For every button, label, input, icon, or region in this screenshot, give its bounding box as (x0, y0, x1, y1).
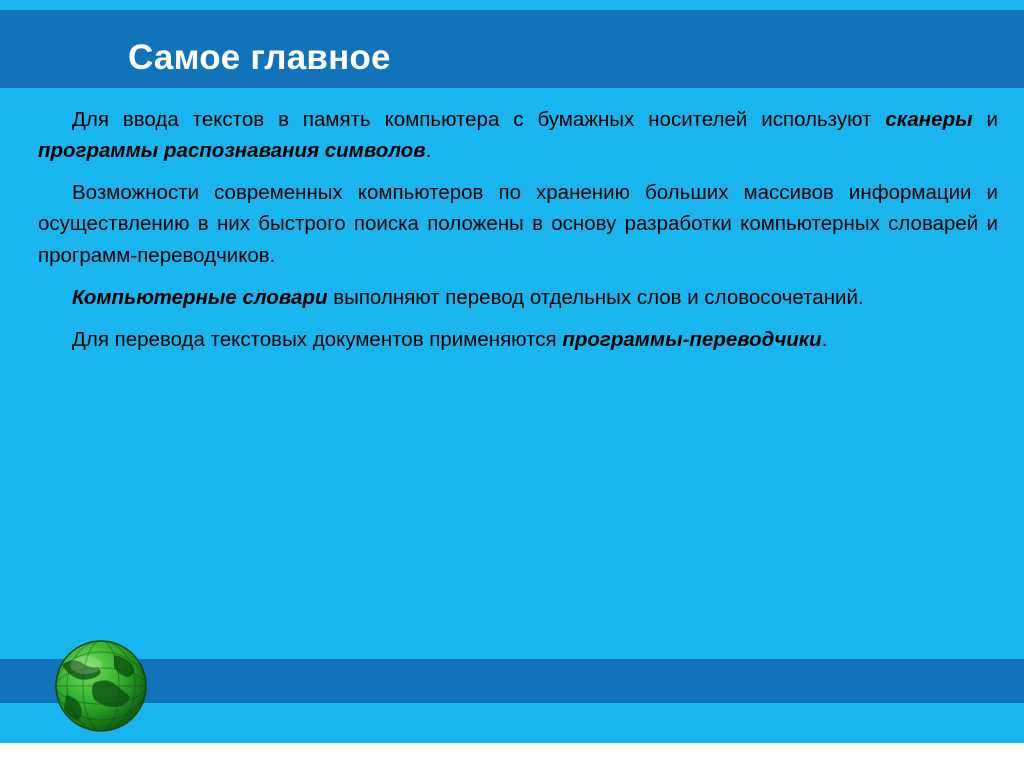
run-text: Возможности современных компьютеров по хранению больших массивов информации и осуществлению в них быстрого поиска положены в основу разработки компьютерных словарей и программ-переводчиков. (38, 181, 998, 267)
paragraph-1 (38, 104, 998, 166)
run-emphasis: сканеры (885, 108, 973, 131)
slide-content (38, 104, 998, 366)
bottom-white-strip (0, 743, 1024, 767)
run-text: выполняют перевод отдельных слов и словосочетаний. (327, 285, 864, 309)
run-text: и (972, 108, 998, 131)
slide-title: Самое главное (128, 38, 391, 77)
paragraph-3 (38, 282, 998, 313)
bottom-band (0, 659, 1024, 703)
run-emphasis: Компьютерные словари (72, 285, 328, 309)
run-text: . (821, 327, 828, 351)
title-bar (0, 10, 1024, 88)
run-text: . (425, 139, 432, 163)
run-text: Для перевода текстовых документов применяются (72, 327, 563, 351)
paragraph-2 (38, 177, 998, 270)
globe-icon (52, 637, 150, 735)
paragraph-4 (38, 324, 998, 355)
run-emphasis: программы-переводчики (562, 327, 822, 351)
run-emphasis: программы распознавания символов (38, 139, 426, 163)
run-text: Для ввода текстов в память компьютера с бумажных носителей используют (72, 108, 886, 131)
